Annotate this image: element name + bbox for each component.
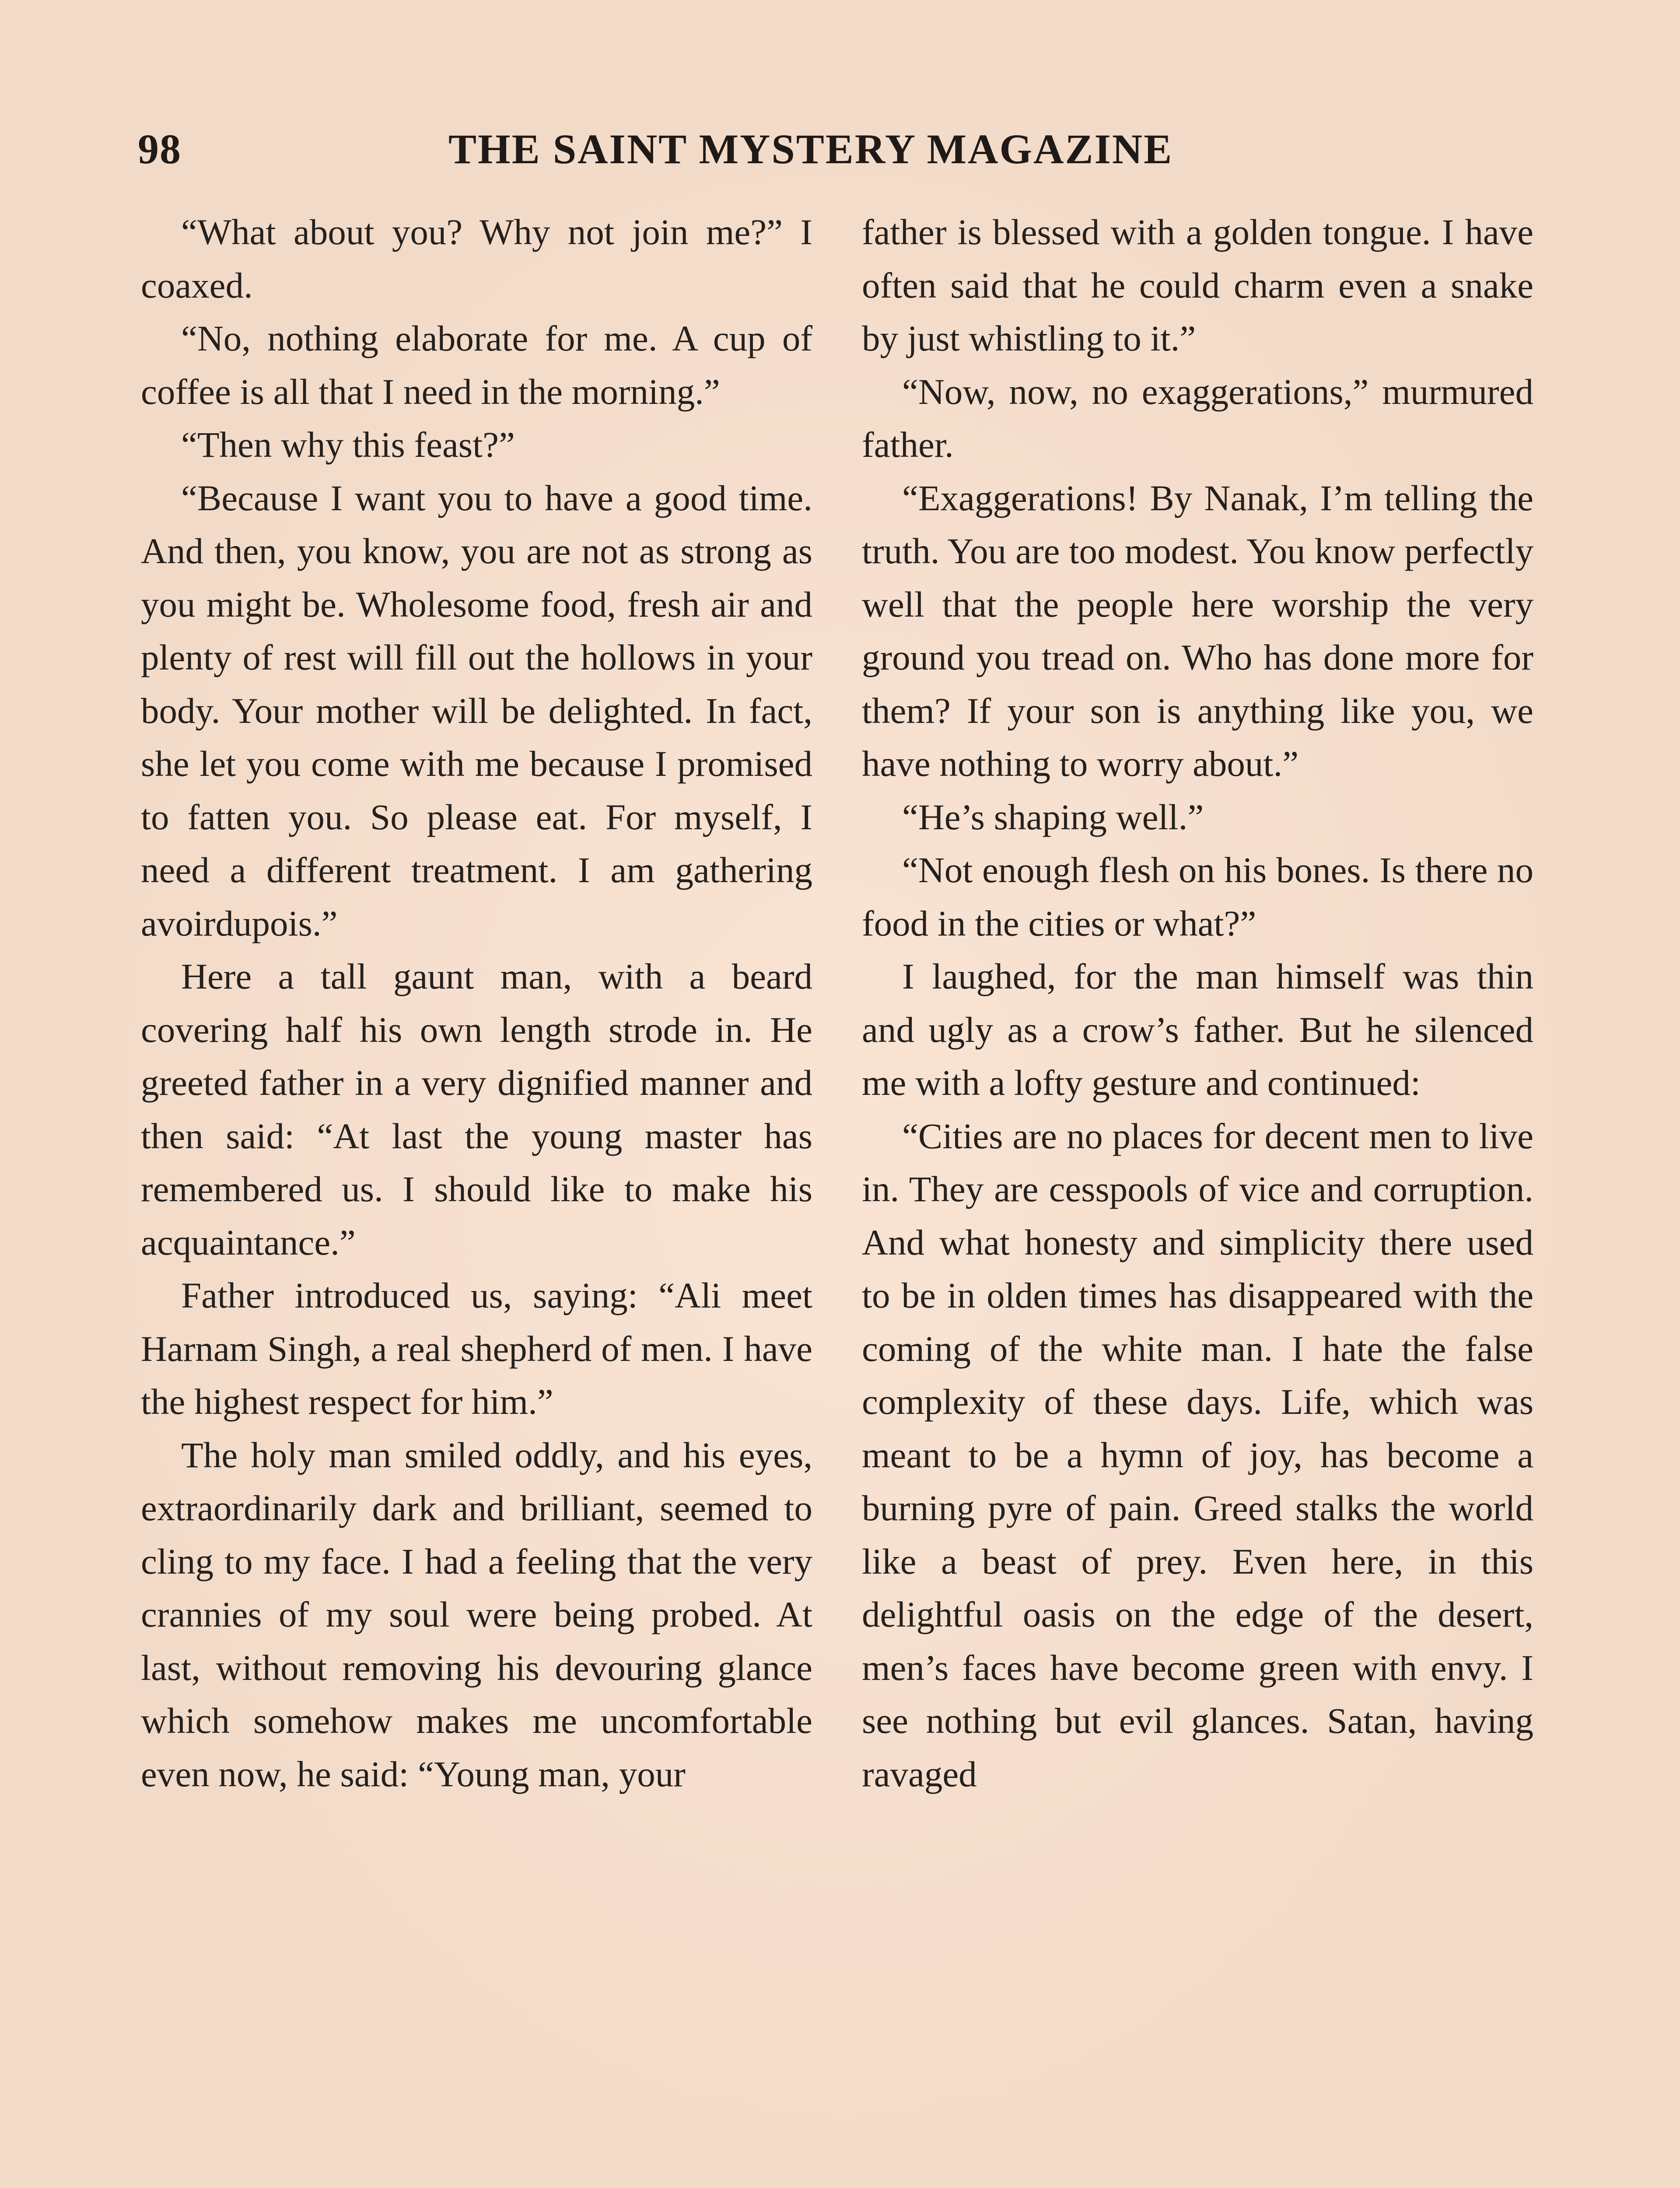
paragraph: “What about you? Why not join me?” I coaxed.: [141, 212, 812, 305]
paragraph: “Cities are no places for decent men to live in. They are cesspools of vice and corruption. And what honesty and simplicity there used to be in olden times has disappeared with the coming of the white man. I hate the false complexity of these days. Life, which was meant to be a hymn of joy, has become a burning pyre of pain. Greed stalks the world like a beast of prey. Even here, in this delightful oasis on the edge of the desert, men’s faces have become green with envy. I see nothing but evil glances. Satan, having ravaged: [862, 1115, 1533, 1794]
paragraph: The holy man smiled oddly, and his eyes, extraordinarily dark and brilliant, seemed to cling to my face. I had a feeling that the very crannies of my soul were being probed. At last, without removing his devouring glance which somehow makes me uncomfortable even now, he said: “Young man, your: [141, 1434, 812, 1794]
paragraph: Father introduced us, saying: “Ali meet Harnam Singh, a real shepherd of men. I have the highest respect for him.”: [141, 1275, 812, 1422]
page-number: 98: [138, 126, 182, 172]
left-column: [141, 206, 812, 1801]
running-head: [138, 125, 1275, 186]
paragraph: “He’s shaping well.”: [902, 796, 1204, 837]
paragraph: “Not enough flesh on his bones. Is there no food in the cities or what?”: [862, 850, 1533, 943]
magazine-title: THE SAINT MYSTERY MAGAZINE: [448, 126, 1173, 172]
paragraph: “Then why this feast?”: [181, 424, 515, 465]
paragraph: Here a tall gaunt man, with a beard covering half his own length strode in. He greeted father in a very dignified manner and then said: “At last the young master has remembered us. I should like to make his acquaintance.”: [141, 956, 812, 1262]
paragraph: “No, nothing elaborate for me. A cup of coffee is all that I need in the morning.”: [141, 318, 812, 412]
paragraph: “Exaggerations! By Nanak, I’m telling the truth. You are too modest. You know perfectly well that the people here worship the very ground you tread on. Who has done more for them? If your son is anything like you, we have nothing to worry about.”: [862, 477, 1533, 784]
paragraph: “Because I want you to have a good time. And then, you know, you are not as strong as you might be. Wholesome food, fresh air and plenty of rest will fill out the hollows in your body. Your mother will be delighted. In fact, she let you come with me because I promised to fatten you. So please eat. For myself, I need a different treatment. I am gathering avoirdupois.”: [141, 477, 812, 943]
paragraph: “Now, now, no exaggerations,” murmured father.: [862, 371, 1533, 465]
right-column: [862, 206, 1533, 1801]
paragraph: I laughed, for the man himself was thin and ugly as a crow’s father. But he silenced me with a lofty gesture and continued:: [862, 956, 1533, 1103]
paragraph-continued: father is blessed with a golden tongue. I have often said that he could charm even a snake by just whistling to it.”: [862, 212, 1533, 358]
